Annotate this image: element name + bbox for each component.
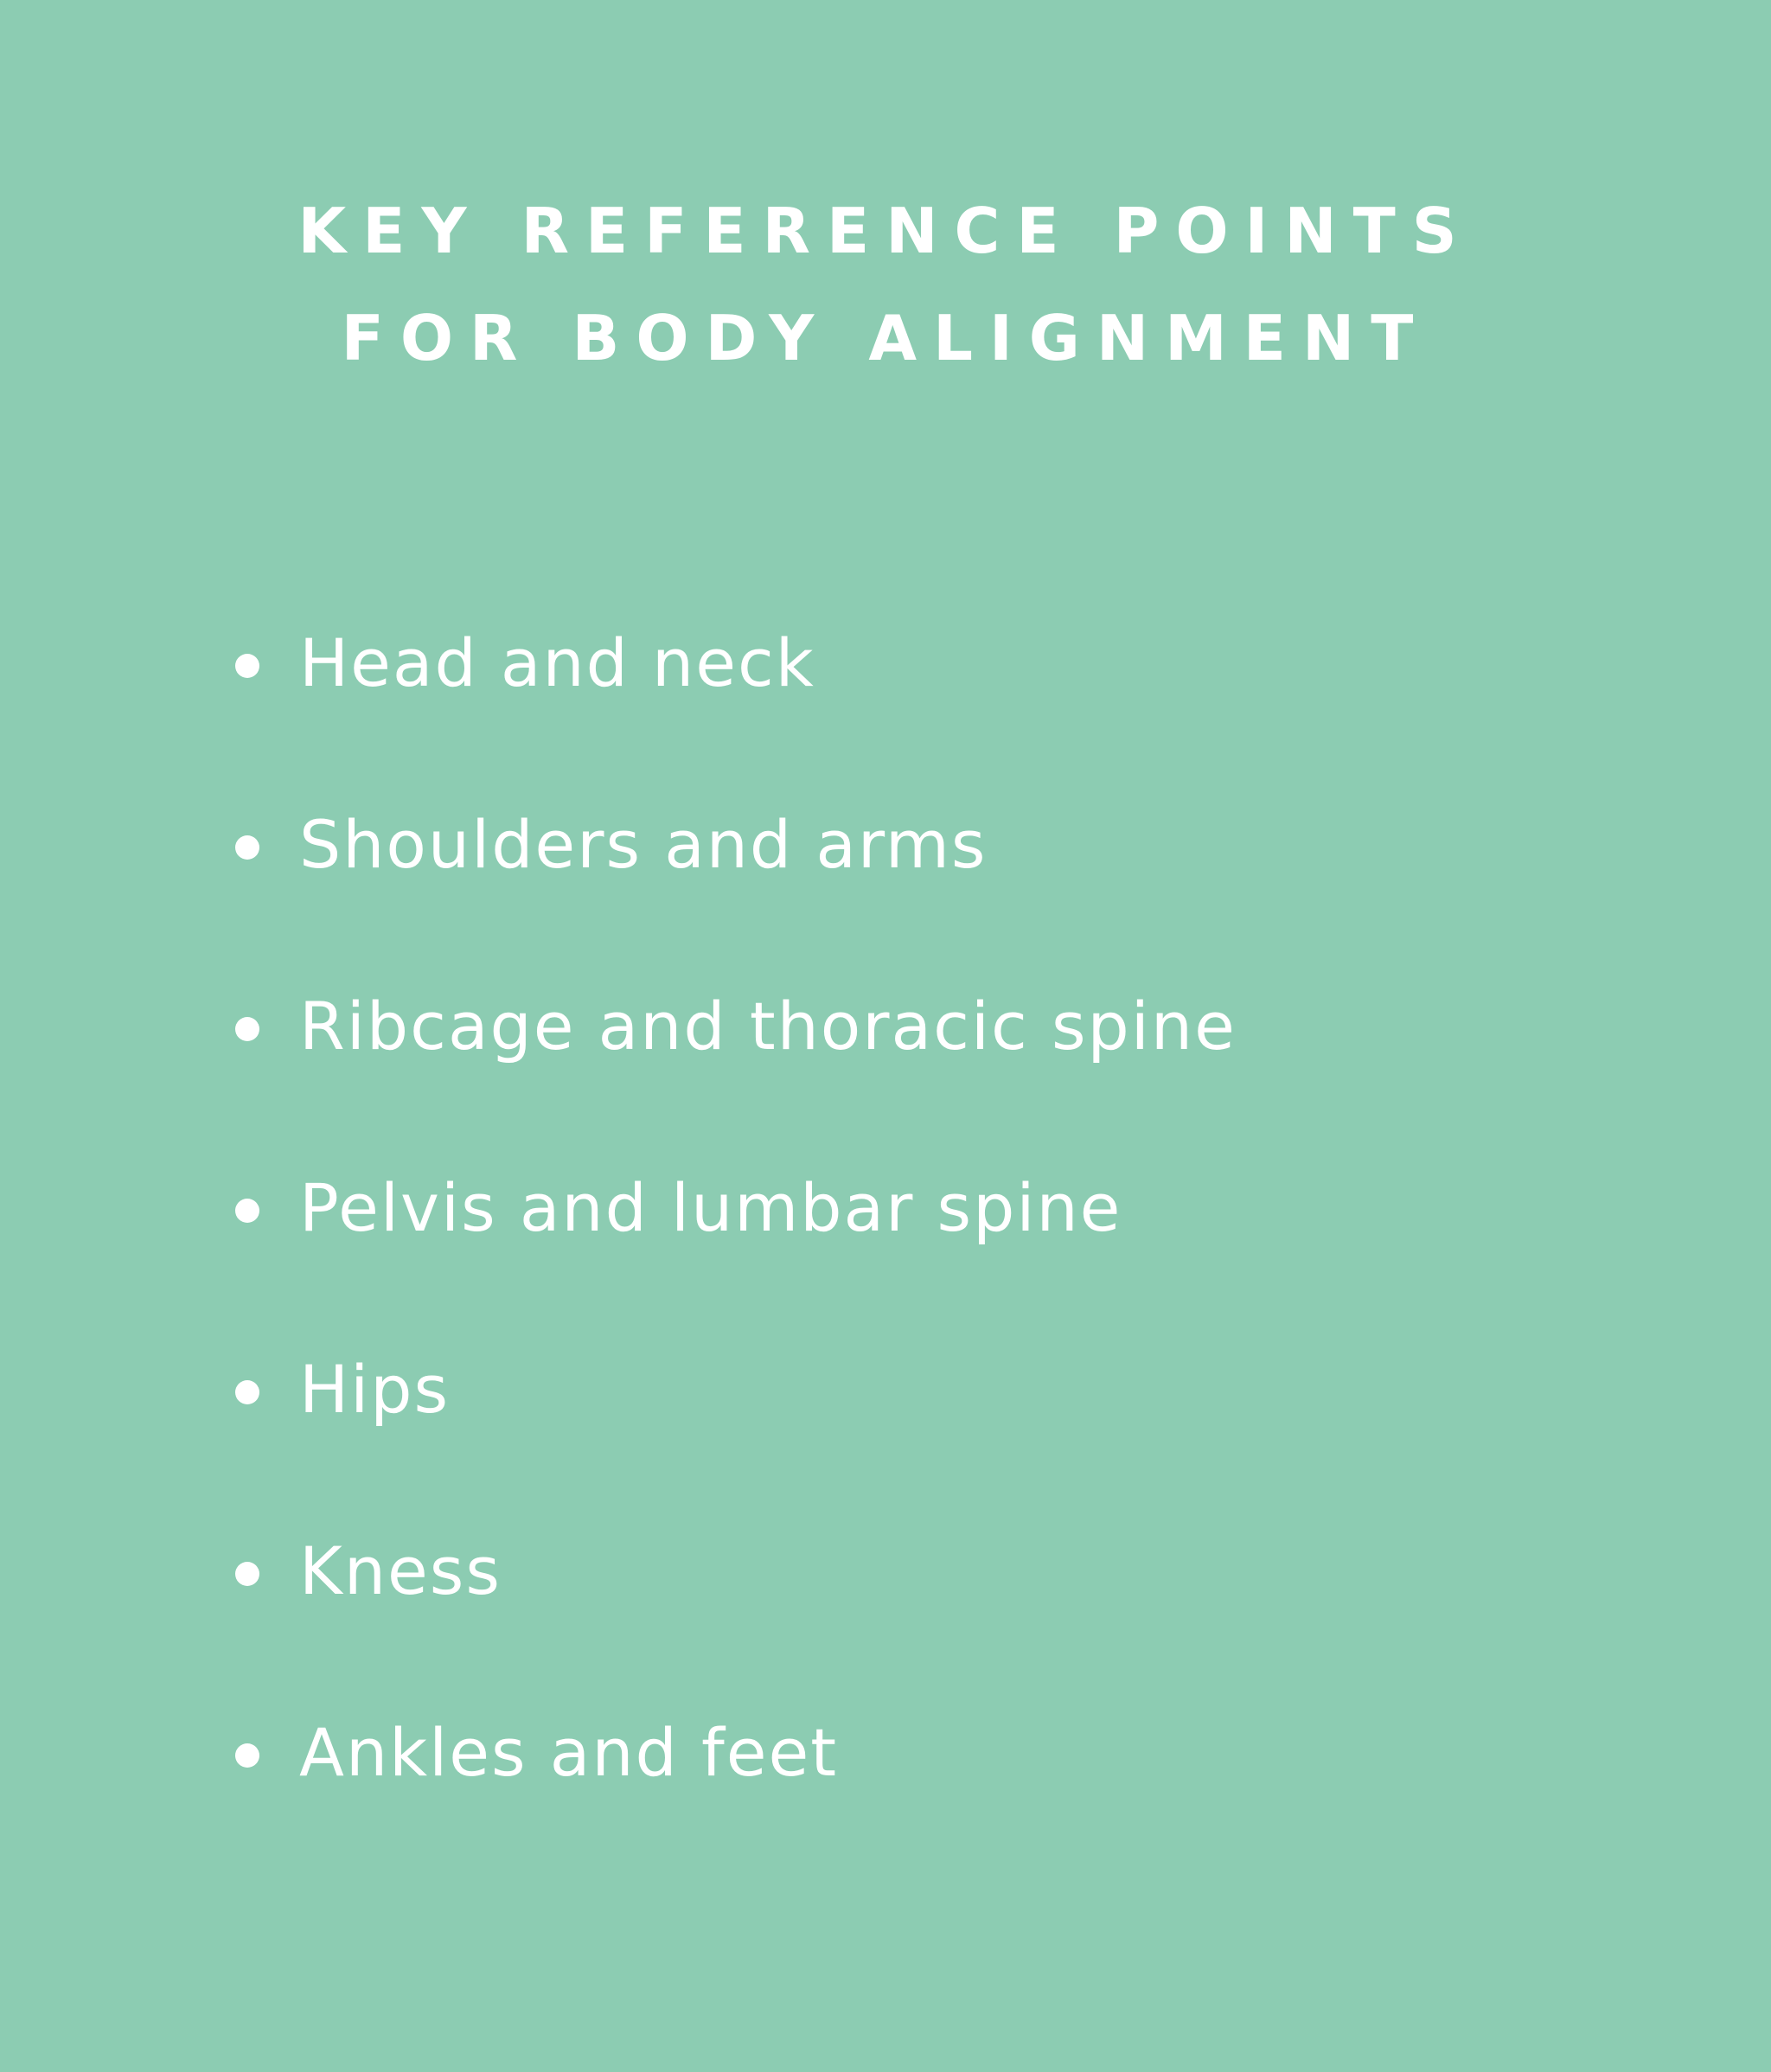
- bullet-icon: [235, 1562, 259, 1586]
- list-item-label: Kness: [299, 1532, 502, 1609]
- bullet-icon: [235, 1743, 259, 1768]
- list-item-label: Head and neck: [299, 624, 815, 701]
- list-item-label: Shoulders and arms: [299, 806, 988, 883]
- list-item-label: Ankles and feet: [299, 1714, 839, 1791]
- bullet-icon: [235, 1199, 259, 1223]
- list-item-label: Ribcage and thoracic spine: [299, 988, 1237, 1065]
- bullet-icon: [235, 654, 259, 678]
- list-item-label: Pelvis and lumbar spine: [299, 1169, 1122, 1246]
- title-line-1: KEY REFERENCE POINTS: [297, 195, 1474, 267]
- bullet-icon: [235, 835, 259, 860]
- title-line-2: FOR BODY ALIGNMENT: [341, 302, 1430, 374]
- list-item-label: Hips: [299, 1351, 451, 1428]
- bullet-icon: [235, 1380, 259, 1404]
- bullet-icon: [235, 1017, 259, 1041]
- page-title: [0, 177, 1771, 392]
